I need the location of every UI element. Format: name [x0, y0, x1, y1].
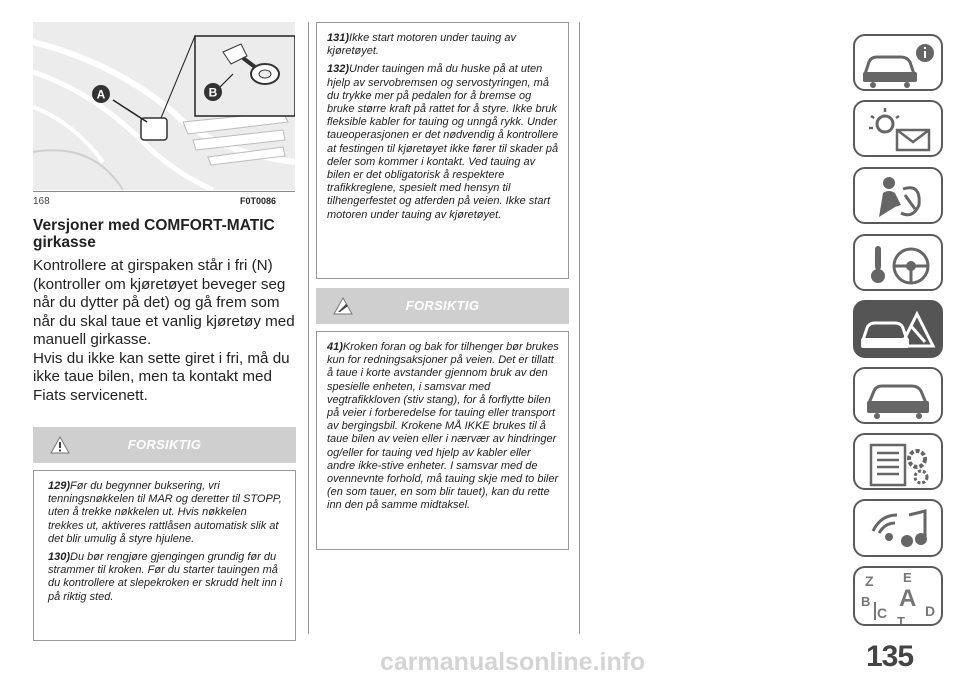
body-text — [33, 257, 299, 405]
car-info-icon — [855, 36, 943, 91]
svg-text:A: A — [96, 87, 106, 102]
svg-text:E: E — [903, 570, 912, 585]
svg-text:A: A — [899, 585, 917, 612]
figure-code: F0T0086 — [240, 196, 277, 206]
notes-box-right — [316, 22, 569, 279]
tab-index[interactable] — [853, 566, 943, 626]
safety-airbag-icon — [855, 169, 943, 224]
tab-emergency[interactable] — [853, 300, 943, 358]
warning-lights-icon — [855, 102, 943, 157]
note-131: 131)Ikke start motoren under tauing av kjøretøyet. — [327, 32, 516, 58]
caution-box-right — [316, 331, 569, 550]
caution-triangle-icon — [333, 296, 353, 316]
detail-inset — [195, 36, 295, 116]
car-maintenance-icon — [855, 369, 943, 424]
towing-hook-figure — [33, 22, 295, 190]
tab-warning-lights[interactable] — [853, 100, 943, 157]
key-steering-wheel-icon — [855, 236, 943, 291]
page-number: 135 — [866, 640, 914, 673]
tab-safety[interactable] — [853, 167, 943, 224]
bumper-illustration — [33, 22, 295, 190]
warning-bar-left — [33, 427, 296, 463]
tab-starting-driving[interactable] — [853, 234, 943, 291]
tab-technical-data[interactable] — [853, 433, 943, 490]
figure-number: 168 — [33, 196, 50, 207]
note-132: 132)Under tauingen må du huske på at uten hjelp av servobremsen og servostyringen, må du trykke mer på pedalen for å bremse og bruke større kraft på rattet for å styre. Ikke bruk fleksible kabler for tauing og unngå rykk. Under taueoperasjonen er det nødvendig å kontrollere at festingen til kjøretøyet ikke fører til skader på deler som kommer i kontakt. Ved tauing av bilen er det obligatorisk å respektere trafikkreglene, spesielt med hensyn til tilhengerfestet og atferden på veien. Ikke start motoren under tauing av kjøretøyet. — [327, 63, 559, 221]
warning-triangle-icon — [50, 435, 70, 455]
note-129: 129)Før du begynner buksering, vri tenningsnøkkelen til MAR og deretter til STOPP, uten å trekke nøkkelen ut. Hvis nøkkelen trekkes ut, aktiveres rattlåsen automatisk slik at det blir umulig å styre hjulene. — [48, 480, 282, 545]
note-130: 130)Du bør rengjøre gjengingen grundig før du strammer til kroken. Før du starter tauingen må du kontrollere at slepekroken er skrudd helt inn i på riktig sted. — [48, 551, 283, 603]
technical-data-icon — [855, 435, 943, 490]
notes-box-left — [33, 470, 296, 641]
tab-maintenance[interactable] — [853, 367, 943, 424]
warning-bar-right — [316, 288, 569, 324]
caution-title: FORSIKTIG — [405, 298, 480, 313]
column-divider-right — [579, 22, 580, 634]
warning-title: FORSIKTIG — [127, 437, 202, 452]
tab-multimedia[interactable] — [853, 499, 943, 557]
figure-caption-rule — [33, 191, 295, 192]
emergency-breakdown-icon — [855, 302, 943, 358]
svg-text:C: C — [877, 605, 888, 621]
svg-text:Z: Z — [865, 573, 874, 589]
tab-car-info[interactable] — [853, 34, 943, 91]
svg-text:B: B — [208, 85, 218, 100]
svg-text:D: D — [925, 603, 936, 619]
body-paragraph-1: Kontrollere at girspaken står i fri (N) (kontroller om kjøretøyet beveger seg når du dytter på det) og gå frem som når du skal taue et vanlig kjøretøy med manuell girkasse. — [33, 257, 295, 348]
index-alphabet-icon — [855, 568, 943, 626]
svg-text:T: T — [897, 614, 905, 628]
multimedia-icon — [855, 501, 943, 557]
body-paragraph-2: Hvis du ikke kan sette giret i fri, må du ikke taue bilen, men ta kontakt med Fiats servicenett. — [33, 349, 290, 404]
column-divider-left — [308, 22, 309, 634]
svg-text:B: B — [861, 594, 871, 609]
caution-41: 41)Kroken foran og bak for tilhenger bør brukes kun for redningsaksjoner på veien. Det er tillatt å taue i korte avstander gjennom bruk av den spesielle enheten, i samsvar med vegtrafikkloven (stiv stang), for å forflytte bilen på veier i forberedelse for tauing eller transport av bergingsbil. Krokene MÅ IKKE brukes til å taue bilen av veien eller i nærvær av hindringer og/eller for tauing ved hjelp av kabler eller andre ikke-stive enheter. I samsvar med de ovennevnte forhold, må tauing skje med to biler (en som tauer, en som blir tauet), kan du rette inn den på samme midtaksel. — [327, 341, 559, 512]
watermark: carmanualsonline.info — [380, 648, 646, 676]
section-heading: Versjoner med COMFORT-MATIC girkasse — [33, 217, 275, 251]
